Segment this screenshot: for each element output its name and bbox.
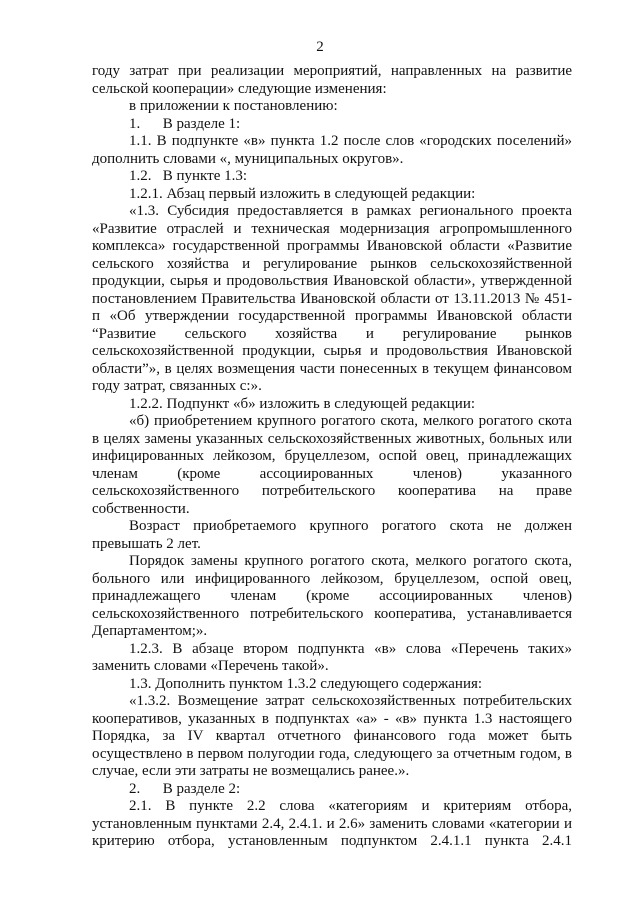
paragraph-1-3-2: «1.3.2. Возмещение затрат сельскохозяйственных потребительских кооперативов, указанных в подпунктах «а» - «в» пункта 1.3 настоящего Порядка, за IV квартал отчетного финансового года может быть осуществлено в первом полугодии года, следующего за отчетным годом, в случае, если эти затраты не возмещались ранее.». — [92, 693, 572, 779]
paragraph-1-2-2: 1.2.2. Подпункт «б» изложить в следующей редакции: — [129, 395, 476, 412]
paragraph-section-2: 2. В разделе 2: — [129, 780, 241, 797]
paragraph-age: Возраст приобретаемого крупного рогатого скота не должен превышать 2 лет. — [92, 518, 572, 552]
page-number: 2 — [316, 39, 324, 55]
paragraph-b: «б) приобретением крупного рогатого скота, мелкого рогатого скота в целях замены указанных сельскохозяйственных животных, больных или инфицированных лейкозом, бруцеллезом, оспой овец, принадлежащих членам (кроме ассоциированных членов) указанного сельскохозяйственного потребительского кооператива на праве собственности. — [92, 413, 572, 517]
paragraph-section-1: 1. В разделе 1: — [129, 115, 241, 132]
paragraph-1-2: 1.2. В пункте 1.3: — [129, 168, 248, 184]
paragraph-1-3-text: «1.3. Субсидия предоставляется в рамках регионального проекта «Развитие отраслей и техническая модернизация агропромышленного комплекса» государственной программы Ивановской области «Развитие сельского хозяйства и регулирование рынков сельскохозяйственной продукции, сырья и продовольствия Ивановской области», утвержденной постановлением Правительства Ивановской области от 13.11.2013 № 451-п «Об утверждении государственной программы Ивановской области “Развитие сельского хозяйства и регулирование рынков сельскохозяйственной продукции, сырья и продовольствия Ивановской области”», в целях возмещения части понесенных в текущем финансовом году затрат, связанных с:». — [92, 203, 572, 394]
paragraph-1-2-1: 1.2.1. Абзац первый изложить в следующей редакции: — [129, 185, 476, 202]
paragraph-order: Порядок замены крупного рогатого скота, мелкого рогатого скота, больного или инфицированного лейкозом, бруцеллезом, оспой овец, принадлежащего членам (кроме ассоциированных членов) сельскохозяйственного потребительского кооператива, устанавливается Департаментом;». — [92, 553, 572, 639]
paragraph-annex: в приложении к постановлению: — [129, 98, 338, 114]
document-body — [92, 63, 572, 851]
paragraph-1-3: 1.3. Дополнить пунктом 1.3.2 следующего содержания: — [129, 675, 483, 692]
paragraph-intro: году затрат при реализации мероприятий, направленных на развитие сельской кооперации» следующие изменения: — [92, 63, 572, 97]
paragraph-1-1: 1.1. В подпункте «в» пункта 1.2 после слов «городских поселений» дополнить словами «, муниципальных округов». — [92, 133, 572, 167]
paragraph-2-1: 2.1. В пункте 2.2 слова «категориям и критериям отбора, установленным пунктами 2.4, 2.4.1. и 2.6» заменить словами «категории и критерию отбора, установленным подпунктом 2.4.1.1 пункта 2.4.1 — [92, 798, 572, 849]
paragraph-1-2-3: 1.2.3. В абзаце втором подпункта «в» слова «Перечень таких» заменить словами «Перечень такой». — [92, 640, 572, 674]
